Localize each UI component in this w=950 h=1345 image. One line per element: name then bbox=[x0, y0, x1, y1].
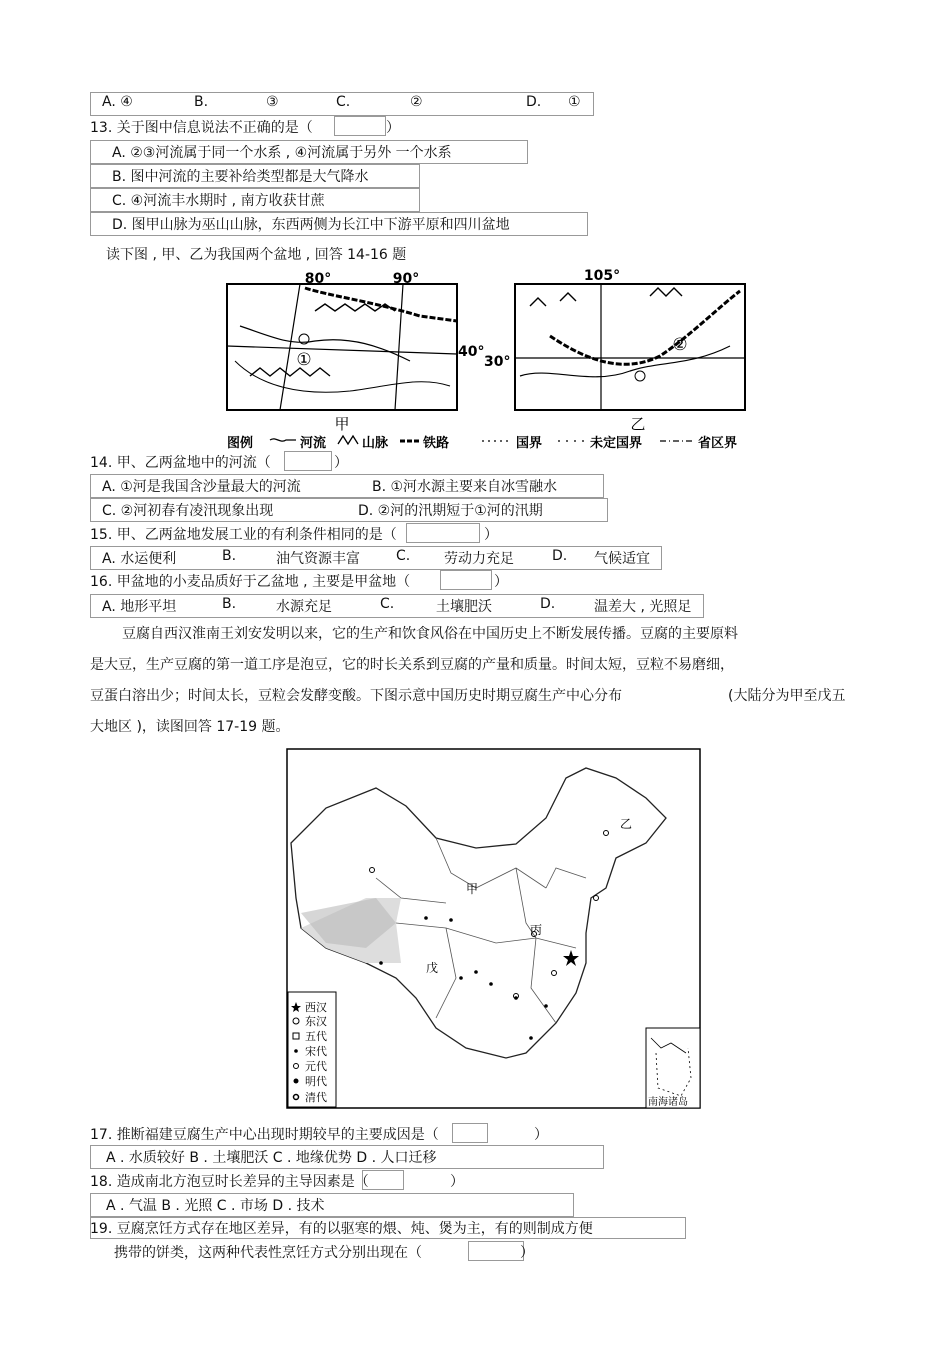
passage-line-2: 是大豆，生产豆腐的第一道工序是泡豆，它的时长关系到豆腐的产量和质量。时间太短，豆粒不易磨细， bbox=[90, 657, 734, 673]
q15-option-d-value: 气候适宜 bbox=[594, 551, 650, 567]
q17-answer-blank[interactable] bbox=[452, 1123, 488, 1143]
q13-option-d[interactable]: D. 图甲山脉为巫山山脉，东西两侧为长江中下游平原和四川盆地 bbox=[112, 217, 510, 233]
q12-option-a[interactable]: A. ④ bbox=[102, 94, 133, 110]
legend-railway: 铁路 bbox=[423, 436, 450, 450]
lon-80-label: 80° bbox=[304, 271, 332, 287]
q14-option-a[interactable]: A. ①河是我国含沙量最大的河流 bbox=[102, 479, 301, 495]
q16-close: ） bbox=[494, 574, 508, 590]
legend-province: 省区界 bbox=[698, 436, 738, 450]
q16-option-d-value: 温差大 , 光照足 bbox=[594, 599, 692, 615]
legend-xihan: 西汉 bbox=[305, 1001, 327, 1014]
map-yi-frame bbox=[515, 284, 745, 410]
q12-option-d[interactable]: D. bbox=[526, 94, 542, 110]
legend-undetermined: 未定国界 bbox=[590, 436, 643, 450]
q15-stem: 15. 甲、乙两盆地发展工业的有利条件相同的是（ bbox=[90, 527, 397, 543]
q12-option-d-value: ① bbox=[568, 94, 581, 110]
river-jia bbox=[240, 326, 410, 361]
tofu-center-map bbox=[286, 748, 702, 1110]
region-wu-label: 戊 bbox=[426, 961, 439, 975]
q15-answer-blank[interactable] bbox=[406, 523, 480, 543]
q13-close: ） bbox=[386, 120, 400, 136]
q14-option-b[interactable]: B. ①河水源主要来自冰雪融水 bbox=[372, 479, 558, 495]
legend-ming: 明代 bbox=[305, 1075, 327, 1088]
lon-90-label: 90° bbox=[392, 271, 420, 287]
legend-qing-icon bbox=[294, 1095, 299, 1100]
q19-answer-blank[interactable] bbox=[468, 1241, 524, 1261]
q16-option-a[interactable]: A. 地形平坦 bbox=[102, 599, 177, 615]
lon-80-line bbox=[280, 284, 300, 410]
region-bing-label: 丙 bbox=[530, 923, 543, 937]
q16-option-b-value: 水源充足 bbox=[276, 599, 332, 615]
q15-option-b[interactable]: B. bbox=[222, 548, 237, 564]
q19-line1: 19. 豆腐烹饪方式存在地区差异，有的以驱寒的煨、炖、煲为主，有的则制成方便 bbox=[90, 1221, 593, 1237]
q16-option-c-value: 土壤肥沃 bbox=[436, 599, 492, 615]
map-jia-label: 甲 bbox=[334, 415, 350, 433]
q14-stem: 14. 甲、乙两盆地中的河流（ bbox=[90, 455, 271, 471]
q12-option-c-value: ② bbox=[410, 94, 423, 110]
q19-line2: 携带的饼类，这两种代表性烹饪方式分别出现在（ bbox=[114, 1245, 422, 1261]
q13-stem: 13. 关于图中信息说法不正确的是（ bbox=[90, 120, 313, 136]
legend-title: 图例 bbox=[227, 436, 254, 450]
basin-maps-figure bbox=[220, 266, 770, 450]
q16-stem: 16. 甲盆地的小麦品质好于乙盆地 , 主要是甲盆地（ bbox=[90, 574, 411, 590]
river-yi bbox=[520, 346, 730, 377]
legend-donghan: 东汉 bbox=[305, 1015, 327, 1028]
legend-song-icon bbox=[294, 1049, 298, 1053]
lon-90-line bbox=[395, 284, 403, 410]
q13-option-b[interactable]: B. 图中河流的主要补给类型都是大气降水 bbox=[112, 169, 369, 185]
legend-yuan: 元代 bbox=[305, 1060, 327, 1073]
q18-answer-blank[interactable] bbox=[362, 1170, 404, 1190]
q14-option-c[interactable]: C. ②河初春有凌汛现象出现 bbox=[102, 503, 274, 519]
q14-option-d[interactable]: D. ②河的汛期短于①河的汛期 bbox=[358, 503, 543, 519]
railway-jia bbox=[305, 288, 457, 321]
q15-option-d[interactable]: D. bbox=[552, 548, 568, 564]
basin-jia-edge bbox=[235, 361, 450, 392]
lat-40-label: 40° bbox=[458, 344, 485, 360]
lat-40-line bbox=[227, 346, 457, 354]
q16-option-c[interactable]: C. bbox=[380, 596, 395, 612]
q19-close: ） bbox=[520, 1245, 534, 1261]
region-jia-label: 甲 bbox=[466, 882, 479, 896]
lon-105-label: 105° bbox=[583, 268, 621, 284]
legend-mountain: 山脉 bbox=[362, 436, 389, 450]
q16-answer-blank[interactable] bbox=[440, 570, 492, 590]
q12-option-b[interactable]: B. bbox=[194, 94, 209, 110]
legend-song: 宋代 bbox=[305, 1045, 327, 1058]
legend-mountain-icon bbox=[338, 436, 358, 444]
q15-option-c[interactable]: C. bbox=[396, 548, 411, 564]
river-2-label: ② bbox=[672, 335, 688, 355]
mountain-jia-south bbox=[250, 368, 330, 376]
passage-line-3a: 豆蛋白溶出少；时间太长，豆粒会发酵变酸。下图示意中国历史时期豆腐生产中心分布 bbox=[90, 688, 622, 704]
q15-option-c-value: 劳动力充足 bbox=[444, 551, 514, 567]
q18-stem: 18. 造成南北方泡豆时长差异的主导因素是（ bbox=[90, 1174, 369, 1190]
q14-close: ） bbox=[334, 455, 348, 471]
q17-stem: 17. 推断福建豆腐生产中心出现时期较早的主要成因是（ bbox=[90, 1127, 439, 1143]
q13-option-c[interactable]: C. ④河流丰水期时 , 南方收获甘蔗 bbox=[112, 193, 325, 209]
q18-options[interactable]: A . 气温 B . 光照 C . 市场 D . 技术 bbox=[106, 1198, 325, 1214]
q15-option-a[interactable]: A. 水运便利 bbox=[102, 551, 177, 567]
map-yi-label: 乙 bbox=[630, 415, 646, 433]
legend-river: 河流 bbox=[300, 436, 327, 450]
q17-close: ） bbox=[534, 1127, 548, 1143]
lat-30-label: 30° bbox=[484, 354, 511, 370]
legend-river-icon bbox=[270, 439, 296, 441]
q12-option-c[interactable]: C. bbox=[336, 94, 351, 110]
q13-option-a[interactable]: A. ②③河流属于同一个水系 , ④河流属于另外 一个水系 bbox=[112, 145, 452, 161]
q17-options[interactable]: A . 水质较好 B . 土壤肥沃 C . 地缘优势 D . 人口迁移 bbox=[106, 1150, 437, 1166]
q12-option-b-value: ③ bbox=[266, 94, 279, 110]
legend-wudai: 五代 bbox=[305, 1030, 327, 1043]
river-1-label: ① bbox=[296, 350, 312, 370]
legend-qing: 清代 bbox=[305, 1091, 327, 1104]
q16-option-b[interactable]: B. bbox=[222, 596, 237, 612]
mountain-yi bbox=[530, 288, 682, 306]
inset-label: 南海诸岛 bbox=[648, 1097, 688, 1108]
q14-answer-blank[interactable] bbox=[284, 451, 332, 471]
region-yi-label: 乙 bbox=[620, 817, 633, 831]
passage-line-4: 大地区 )，读图回答 17-19 题。 bbox=[90, 719, 290, 735]
q16-option-d[interactable]: D. bbox=[540, 596, 556, 612]
legend-border: 国界 bbox=[516, 436, 543, 450]
passage-line-3b: (大陆分为甲至戊五 bbox=[728, 688, 846, 704]
legend-ming-icon bbox=[294, 1079, 299, 1084]
intro-14-16: 读下图 , 甲、乙为我国两个盆地 , 回答 14-16 题 bbox=[106, 247, 407, 263]
south-sea-inset bbox=[646, 1028, 700, 1108]
q18-close: ） bbox=[450, 1174, 464, 1190]
node-yi bbox=[635, 371, 645, 381]
q13-answer-blank[interactable] bbox=[334, 116, 386, 136]
passage-line-1: 豆腐自西汉淮南王刘安发明以来，它的生产和饮食风俗在中国历史上不断发展传播。豆腐的主要原料 bbox=[122, 626, 738, 642]
q15-option-b-value: 油气资源丰富 bbox=[276, 551, 360, 567]
q15-close: ） bbox=[484, 527, 498, 543]
